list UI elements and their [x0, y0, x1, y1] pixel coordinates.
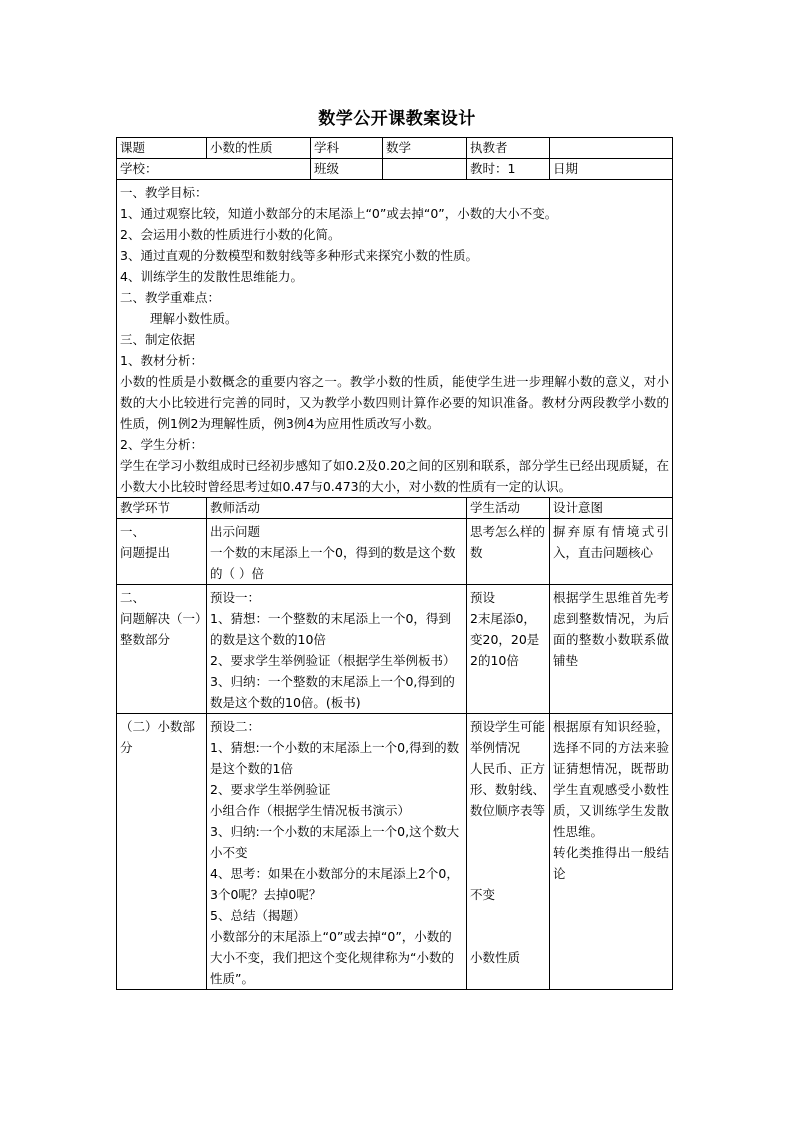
stage-2-cell: [117, 585, 207, 714]
hours-label: 教时：1: [467, 159, 550, 180]
intent-3-line-1: 根据原有知识经验，选择不同的方法来验证猜想情况，既帮助学生直观感受小数性质，又训练学生发散性思维。: [553, 719, 670, 839]
stage-3-cell: [117, 714, 207, 990]
student-2-line-2: 2末尾添0，变20，20是2的10倍: [470, 611, 540, 668]
date-cell: [550, 159, 673, 180]
column-header-row: [117, 498, 673, 519]
school-label: 学校：: [117, 159, 311, 180]
teacher-3-line-8: 小数部分的末尾添上“0”或去掉“0”，小数的大小不变，我们把这个变化规律称为“小数的性质”。: [210, 929, 454, 986]
teacher-label: 执教者: [467, 138, 550, 159]
teacher-1-line-1: 出示问题: [210, 524, 261, 539]
keypoints-text: 理解小数性质。: [150, 311, 238, 326]
stage-3-title: （二）小数部分: [120, 719, 196, 755]
goal-2: 2、会运用小数的性质进行小数的化简。: [120, 227, 341, 242]
student-3-line-4: 小数性质: [470, 950, 521, 965]
teacher-2-cell: [207, 585, 467, 714]
student-1-cell: [467, 519, 550, 585]
goal-1: 1、通过观察比较，知道小数部分的末尾添上“0”或去掉“0”，小数的大小不变。: [120, 206, 558, 221]
student-3-cell: [467, 714, 550, 990]
teacher-3-line-2: 1、猜想:一个小数的末尾添上一个0,得到的数是这个数的1倍: [210, 740, 460, 776]
teacher-2-line-4: 3、归纳：一个整数的末尾添上一个0,得到的数是这个数的10倍。(板书): [210, 674, 455, 710]
goal-4: 4、训练学生的发散性思维能力。: [120, 269, 303, 284]
teacher-2-line-2: 1、猜想：一个整数的末尾添上一个0，得到的数是这个数的10倍: [210, 611, 451, 647]
student-3-line-2: 人民币、正方形、数射线、数位顺序表等: [470, 761, 546, 818]
keypoints-heading: 二、教学重难点：: [120, 290, 221, 305]
goal-3: 3、通过直观的分数模型和数射线等多种形式来探究小数的性质。: [120, 248, 478, 263]
intent-3-cell: [550, 714, 673, 990]
material-heading: 1、教材分析：: [120, 353, 203, 368]
subject-value: 数学: [383, 138, 467, 159]
stage-1-cell: [117, 519, 207, 585]
teacher-3-line-4: 小组合作（根据学生情况板书演示）: [210, 803, 411, 818]
subject-label: 学科: [311, 138, 383, 159]
lesson-label: 课题: [117, 138, 207, 159]
header-row-1: [117, 138, 673, 159]
teacher-3-line-1: 预设二：: [210, 719, 261, 734]
intent-2-text: 根据学生思维首先考虑到整数情况，为后面的整数小数联系做铺垫: [553, 590, 670, 668]
teacher-3-line-5: 3、归纳:一个小数的末尾添上一个0,这个数大小不变: [210, 824, 460, 860]
col-student: 学生活动: [467, 498, 550, 519]
col-teacher: 教师活动: [207, 498, 467, 519]
student-3-spacer-1: [470, 821, 546, 884]
stage-row-3: [117, 714, 673, 990]
stage-2-number: 二、: [120, 590, 146, 605]
teacher-3-line-3: 2、要求学生举例验证: [210, 782, 331, 797]
teacher-1-cell: [207, 519, 467, 585]
teacher-3-line-6: 4、思考：如果在小数部分的末尾添上2个0，3个0呢？去掉0呢？: [210, 866, 459, 902]
stage-2-title: 问题解决（一）整数部分: [120, 611, 202, 647]
teacher-2-line-1: 预设一：: [210, 590, 261, 605]
student-2-cell: [467, 585, 550, 714]
student-analysis-text: 学生在学习小数组成时已经初步感知了如0.2及0.20之间的区别和联系，部分学生已经出现质疑，在小数大小比较时曾经思考过如0.47与0.473的大小，对小数的性质有一定的认识。: [120, 458, 670, 494]
stage-1-title: 问题提出: [120, 545, 171, 560]
date-label: 日期: [553, 161, 579, 176]
student-analysis-heading: 2、学生分析：: [120, 437, 203, 452]
teacher-1-line-2: 一个数的末尾添上一个0，得到的数是这个数的（ ）倍: [210, 545, 456, 581]
teacher-value: [550, 138, 673, 159]
intent-3-line-2: 转化类推得出一般结论: [553, 845, 670, 881]
student-2-line-1: 预设: [470, 590, 496, 605]
intent-2-cell: [550, 585, 673, 714]
page-title: 数学公开课教案设计: [318, 109, 476, 129]
teacher-3-cell: [207, 714, 467, 990]
col-stage: 教学环节: [117, 498, 207, 519]
lesson-plan-table: [116, 137, 673, 990]
student-3-line-1: 预设学生可能举例情况: [470, 719, 546, 755]
col-intent: 设计意图: [550, 498, 673, 519]
overview-row: [117, 180, 673, 498]
material-text: 小数的性质是小数概念的重要内容之一。教学小数的性质，能使学生进一步理解小数的意义，对小数的大小比较进行完善的同时，又为教学小数四则计算作必要的知识准备。教材分两段教学小数的性质，例1例2为理解性质，例3例4为应用性质改写小数。: [120, 374, 670, 431]
teacher-2-line-3: 2、要求学生举例验证（根据学生举例板书）: [210, 653, 456, 668]
stage-row-1: [117, 519, 673, 585]
class-label: 班级: [311, 159, 383, 180]
class-value: [383, 159, 467, 180]
basis-heading: 三、制定依据: [120, 332, 196, 347]
goals-heading: 一、教学目标：: [120, 185, 208, 200]
overview-cell: [117, 180, 673, 498]
intent-1-text: 摒弃原有情境式引入，直击问题核心: [553, 524, 670, 560]
stage-row-2: [117, 585, 673, 714]
student-1-text: 思考怎么样的数: [470, 524, 546, 560]
teacher-3-line-7: 5、总结（揭题）: [210, 908, 306, 923]
stage-1-number: 一、: [120, 524, 146, 539]
intent-1-cell: [550, 519, 673, 585]
lesson-value: 小数的性质: [207, 138, 311, 159]
student-3-spacer-2: [470, 905, 546, 947]
student-3-line-3: 不变: [470, 887, 496, 902]
header-row-2: [117, 159, 673, 180]
